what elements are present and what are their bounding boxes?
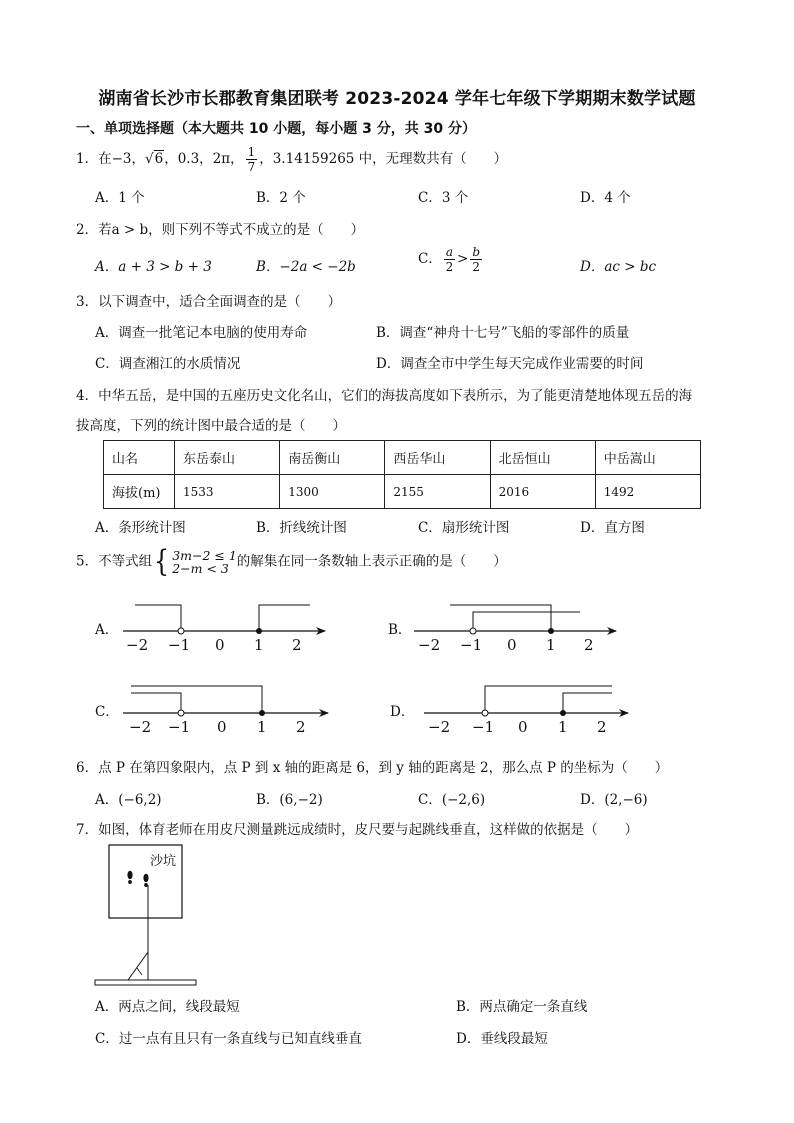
table-cell: 南岳衡山 xyxy=(280,441,385,475)
tick-label: −1 xyxy=(460,636,483,654)
closed-dot xyxy=(560,710,566,716)
fraction-denominator: 2 xyxy=(445,260,454,274)
table-cell: 1533 xyxy=(175,475,280,509)
q4-option-a[interactable]: A．条形统计图 xyxy=(95,520,186,536)
q2-stem: 若a > b，则下列不等式不成立的是（ ） xyxy=(98,222,365,238)
q2-option-d[interactable]: D．ac > bc xyxy=(580,259,657,275)
closed-dot xyxy=(548,628,554,634)
solution-ray-lower xyxy=(473,612,580,631)
q1-text-prefix: 在−3， xyxy=(98,151,145,167)
solution-ray-lower xyxy=(131,693,181,713)
table-cell: 中岳嵩山 xyxy=(595,441,700,475)
q1-option-d[interactable]: D．4 个 xyxy=(580,190,631,206)
q1-text-suffix: ，3.14159265 中，无理数共有（ ） xyxy=(259,151,508,167)
tick-label: 1 xyxy=(558,718,568,736)
number-line-c xyxy=(123,686,328,716)
tick-label: 2 xyxy=(597,718,607,736)
tick-label: 1 xyxy=(257,718,267,736)
ruler-edge xyxy=(128,952,148,980)
q1-option-b[interactable]: B．2 个 xyxy=(256,190,306,206)
fraction-numerator: a xyxy=(445,245,453,259)
table-cell: 1492 xyxy=(595,475,700,509)
q7-option-a[interactable]: A．两点之间，线段最短 xyxy=(95,999,240,1015)
q4-option-b[interactable]: B．折线统计图 xyxy=(256,520,347,536)
tick-label: 2 xyxy=(296,718,306,736)
q7-stem: 如图，体育老师在用皮尺测量跳远成绩时，皮尺要与起跳线垂直，这样做的依据是（ ） xyxy=(98,822,639,838)
fraction-numerator: 1 xyxy=(247,145,256,159)
table-cell: 北岳恒山 xyxy=(490,441,595,475)
tick-label: −2 xyxy=(418,636,441,654)
fraction-denominator: 7 xyxy=(247,160,256,174)
question-number: 2． xyxy=(76,222,99,238)
question-number: 7． xyxy=(76,822,99,838)
comparison-operator: > xyxy=(457,251,469,267)
tick-label: −1 xyxy=(168,718,191,736)
table-cell: 2155 xyxy=(385,475,490,509)
q1-option-a[interactable]: A．1 个 xyxy=(95,190,145,206)
tick-label: 2 xyxy=(292,636,302,654)
table-cell: 山名 xyxy=(104,441,175,475)
tick-label: −1 xyxy=(168,636,191,654)
solution-ray-upper xyxy=(485,686,612,713)
q2-option-a[interactable]: A．a + 3 > b + 3 xyxy=(95,259,212,275)
q7-option-d[interactable]: D．垂线段最短 xyxy=(456,1031,548,1047)
table-cell: 西岳华山 xyxy=(385,441,490,475)
question-number: 4． xyxy=(76,388,99,404)
right-angle-mark xyxy=(137,968,142,975)
tick-label: −2 xyxy=(129,718,152,736)
solution-ray-upper xyxy=(131,686,262,713)
long-jump-figure xyxy=(95,845,196,985)
question-6 xyxy=(76,756,668,776)
q5-stem-suffix: 的解集在同一条数轴上表示正确的是（ ） xyxy=(236,553,507,570)
q1-option-c[interactable]: C．3 个 xyxy=(418,190,469,206)
q3-option-c[interactable]: C．调查湘江的水质情况 xyxy=(95,356,241,372)
table-cell: 东岳泰山 xyxy=(175,441,280,475)
open-dot xyxy=(482,710,488,716)
q4-option-c[interactable]: C．扇形统计图 xyxy=(418,520,510,536)
q5-stem-prefix: 不等式组 xyxy=(98,553,153,570)
q4-option-d[interactable]: D．直方图 xyxy=(580,520,645,536)
open-dot xyxy=(178,710,184,716)
tick-label: 0 xyxy=(217,718,227,736)
solution-ray-lower xyxy=(563,693,612,713)
q5-option-a-label[interactable]: A． xyxy=(95,622,119,638)
option-label: C． xyxy=(418,251,442,267)
tick-label: −2 xyxy=(126,636,149,654)
fraction-denominator: 2 xyxy=(472,260,480,274)
number-line-d xyxy=(424,686,628,716)
q7-option-c[interactable]: C．过一点有且只有一条直线与已知直线垂直 xyxy=(95,1031,362,1047)
number-line-a xyxy=(123,605,325,634)
table-cell: 海拔(m) xyxy=(104,475,175,509)
closed-dot xyxy=(256,628,262,634)
open-dot xyxy=(470,628,476,634)
q6-option-b[interactable]: B．(6,−2) xyxy=(256,792,323,808)
tick-label: 0 xyxy=(507,636,517,654)
tick-label: 1 xyxy=(254,636,264,654)
q6-stem: 点 P 在第四象限内，点 P 到 x 轴的距离是 6，到 y 轴的距离是 2，那么点 P 的坐标为（ ） xyxy=(98,760,669,776)
tick-label: 0 xyxy=(215,636,225,654)
question-number: 3． xyxy=(76,294,99,310)
tick-label: 1 xyxy=(546,636,556,654)
table-cell: 1300 xyxy=(280,475,385,509)
q5-option-b-label[interactable]: B． xyxy=(388,622,412,638)
solution-ray-upper xyxy=(450,605,551,631)
q3-option-a[interactable]: A．调查一批笔记本电脑的使用寿命 xyxy=(95,325,308,341)
q6-option-d[interactable]: D．(2,−6) xyxy=(580,792,648,808)
sand-pit-label: 沙坑 xyxy=(150,854,177,869)
inequality-2: 2−m < 3 xyxy=(172,561,229,576)
question-7 xyxy=(76,818,638,838)
q3-stem: 以下调查中，适合全面调查的是（ ） xyxy=(98,294,342,310)
fraction-numerator: b xyxy=(472,245,480,259)
question-number: 6． xyxy=(76,760,99,776)
q5-option-d-label[interactable]: D． xyxy=(390,704,415,720)
closed-dot xyxy=(259,710,265,716)
q4-stem-line-2: 拔高度，下列的统计图中最合适的是（ ） xyxy=(76,418,346,434)
solution-ray-left xyxy=(135,605,181,631)
q7-option-b[interactable]: B．两点确定一条直线 xyxy=(456,999,588,1015)
table-cell: 2016 xyxy=(490,475,595,509)
sqrt-radicand: 6 xyxy=(154,151,164,167)
question-number: 5． xyxy=(76,553,99,570)
section-heading: 一、单项选择题（本大题共 10 小题，每小题 3 分，共 30 分） xyxy=(76,121,476,137)
q6-option-a[interactable]: A．(−6,2) xyxy=(95,792,162,808)
sqrt-symbol: √ xyxy=(145,151,154,167)
system-brace: { xyxy=(154,544,170,579)
page-title: 湖南省长沙市长郡教育集团联考 2023-2024 学年七年级下学期期末数学试题 xyxy=(98,89,696,109)
question-number: 1． xyxy=(76,151,99,167)
solution-ray-right xyxy=(259,605,310,631)
q2-option-b[interactable]: B．−2a < −2b xyxy=(256,259,356,275)
q3-option-b[interactable]: B．调查“神舟十七号”飞船的零部件的质量 xyxy=(376,325,630,341)
inequality-1: 3m−2 ≤ 1 xyxy=(172,548,237,563)
number-line-b xyxy=(414,605,616,634)
q3-option-d[interactable]: D．调查全市中学生每天完成作业需要的时间 xyxy=(376,356,644,372)
q5-option-c-label[interactable]: C． xyxy=(95,704,119,720)
tick-label: 2 xyxy=(584,636,594,654)
open-dot xyxy=(178,628,184,634)
q6-option-c[interactable]: C．(−2,6) xyxy=(418,792,486,808)
tick-label: 0 xyxy=(518,718,528,736)
tick-label: −1 xyxy=(472,718,495,736)
q4-stem-line-1: 中华五岳，是中国的五座历史文化名山，它们的海拔高度如下表所示，为了能更清楚地体现五岳的海 xyxy=(98,388,693,404)
takeoff-line xyxy=(95,980,196,985)
tick-label: −2 xyxy=(428,718,451,736)
footprint-icon xyxy=(127,871,148,887)
q1-text-middle: ，0.3，2π， xyxy=(164,151,244,167)
